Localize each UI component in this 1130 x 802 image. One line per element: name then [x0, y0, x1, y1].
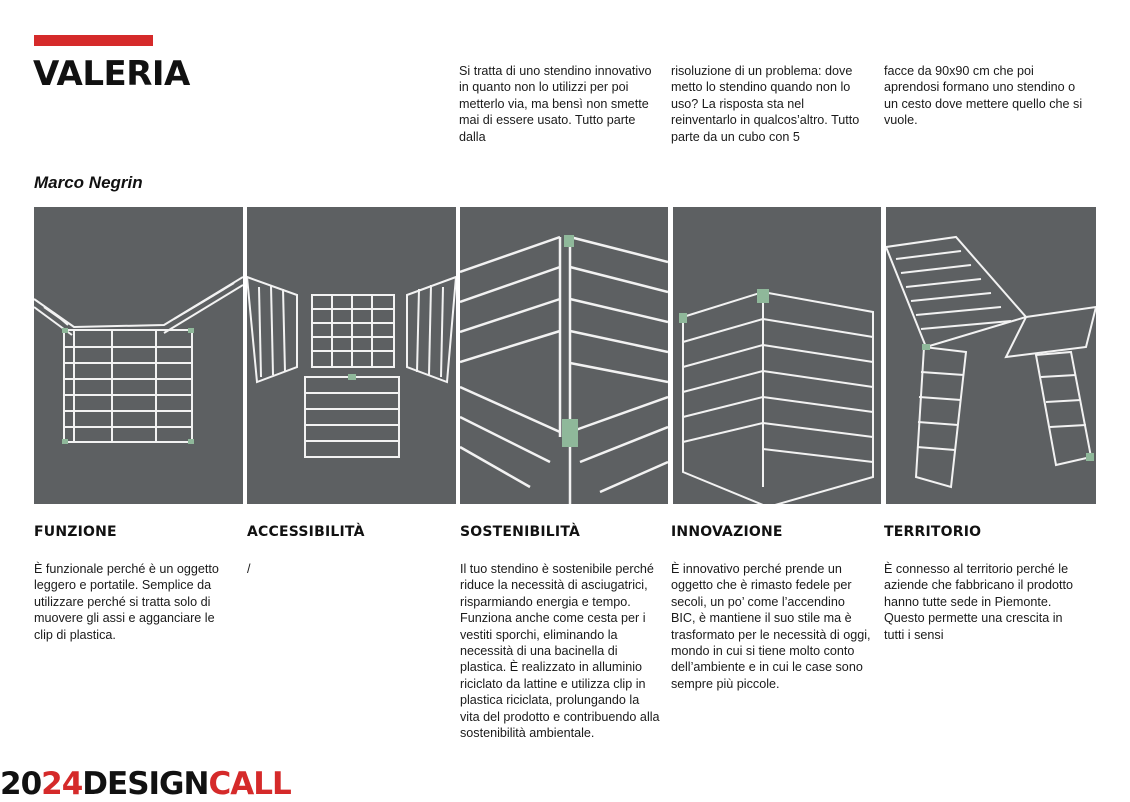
- accent-bar: [34, 35, 153, 46]
- category-title-accessibilita: ACCESSIBILITÀ: [247, 524, 365, 540]
- photo-rack-side-view: [886, 207, 1096, 504]
- category-title-territorio: TERRITORIO: [884, 524, 982, 540]
- footer-design: DESIGN: [82, 766, 209, 802]
- intro-column-3: facce da 90x90 cm che poi aprendosi formano uno stendino o un cesto dove mettere quello che si vuole.: [884, 64, 1083, 128]
- category-text-territorio: È connesso al territorio perché le aziende che fabbricano il prodotto hanno tutte sede in Piemonte. Questo permette una crescita in tutti i sensi: [884, 562, 1074, 642]
- photo-corner-closeup: [460, 207, 668, 504]
- footer-year-part2: 24: [41, 766, 83, 802]
- category-title-funzione: FUNZIONE: [34, 524, 117, 540]
- category-text-sostenibilita: Il tuo stendino è sostenibile perché riduce la necessità di asciugatrici, risparmiando energia e tempo. Funziona anche come cesta per i vestiti sporchi, eliminando la necessità di una bacinella di plastica. È realizzato in alluminio riciclato da lattine e utilizza clip in plastica riciclata, prolungando la vita del prodotto e contribuendo alla sostenibilità ambientale.: [460, 562, 660, 741]
- category-text-funzione: È funzionale perché è un oggetto leggero e portatile. Semplice da utilizzare perché si tratta solo di muovere gli assi e agganciare le clip di plastica.: [34, 562, 219, 642]
- intro-column-2: risoluzione di un problema: dove metto lo stendino quando non lo uso? La risposta sta nel reinventarlo in qualcos’altro. Tutto parte da un cubo con 5: [671, 64, 860, 144]
- category-text-innovazione: È innovativo perché prende un oggetto che è rimasto fedele per secoli, un po’ come l’accendino BIC, è mantiene il suo stile ma è trasformato per le necessità di oggi, mondo in cui si tiene molto conto dell’ambiente e in cui le case sono sempre più piccole.: [671, 562, 871, 691]
- category-title-sostenibilita: SOSTENIBILITÀ: [460, 524, 581, 540]
- intro-column-1: Si tratta di uno stendino innovativo in quanto non lo utilizzi per poi metterlo via, ma bensì non smette mai di essere usato. Tutto parte dalla: [459, 64, 652, 144]
- category-title-innovazione: INNOVAZIONE: [671, 524, 783, 540]
- page-title: VALERIA: [33, 54, 190, 94]
- footer-call: CALL: [208, 766, 291, 802]
- category-text-accessibilita: /: [247, 562, 251, 576]
- footer-brand: [0, 766, 291, 802]
- photo-rack-open-wings: [34, 207, 243, 504]
- photo-rack-top-view: [247, 207, 456, 504]
- footer-year-part1: 20: [0, 766, 42, 802]
- author-name: Marco Negrin: [34, 173, 143, 192]
- photo-cube-closed: [673, 207, 881, 504]
